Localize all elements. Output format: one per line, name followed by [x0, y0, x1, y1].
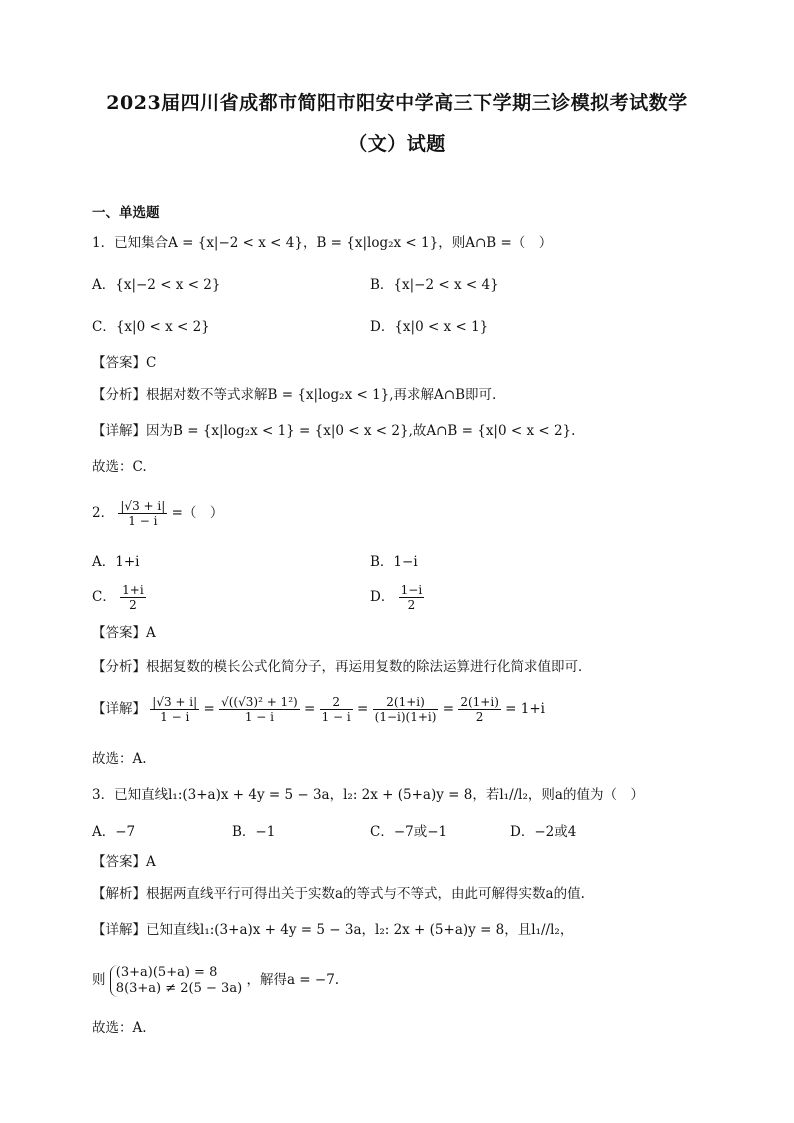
q2-answer: 【答案】A: [92, 625, 156, 641]
q2-option-d-numerator: 1−i: [400, 583, 423, 597]
q2-step-3-denominator: 1 − i: [321, 710, 351, 724]
q2-analysis: 【分析】根据复数的模长公式化简分子，再运用复数的除法运算进行化简求值即可．: [92, 659, 592, 675]
q3-equation-2: 8(3+a) ≠ 2(5 − 3a): [115, 980, 243, 996]
q2-option-b: B．1−i: [370, 554, 418, 570]
q2-step-1-numerator: |√3 + i|: [152, 695, 198, 709]
q3-equation-system: [110, 965, 242, 997]
q2-step-4: [373, 695, 439, 724]
section-heading: 一、单选题: [92, 205, 160, 221]
q2-stem-tail: =（ ）: [171, 505, 224, 521]
q2-option-d-label: D．: [370, 589, 395, 605]
q1-option-c: C．{x|0 < x < 2}: [92, 319, 210, 335]
q1-answer: 【答案】C: [92, 355, 157, 371]
q2-step-2: [219, 695, 300, 724]
q2-number: 2．: [92, 505, 115, 521]
q3-option-b: B．−1: [232, 824, 276, 840]
q2-choose: 故选：A.: [92, 751, 147, 767]
q2-stem: [92, 494, 223, 532]
q2-option-c-numerator: 1+i: [122, 583, 144, 597]
q2-option-a: A．1+i: [92, 554, 140, 570]
q2-detail-result: = 1+i: [505, 701, 545, 717]
q2-option-d-denominator: 2: [407, 598, 416, 612]
doc-title-line2: （文）试题: [348, 133, 446, 155]
q2-option-c: [92, 580, 146, 614]
equals-sign: =: [357, 701, 369, 717]
q3-answer: 【答案】A: [92, 854, 156, 870]
q1-choose: 故选：C.: [92, 459, 147, 475]
q2-option-d-fraction: [399, 583, 425, 612]
q1-detail: 【详解】因为B = {x|log₂x < 1} = {x|0 < x < 2},故A∩B = {x|0 < x < 2}.: [92, 423, 576, 439]
q3-option-d: D．−2或4: [510, 824, 577, 840]
q3-solution: ，解得a = −7.: [246, 972, 340, 988]
q3-detail: 【详解】已知直线l₁:(3+a)x + 4y = 5 − 3a，l₂: 2x + (5+a)y = 8，且l₁//l₂，: [92, 922, 574, 938]
q2-step-2-numerator: √((√3)² + 1²): [221, 695, 298, 709]
q2-step-2-denominator: 1 − i: [244, 710, 274, 724]
q2-step-1: [150, 695, 199, 724]
q2-step-4-denominator: (1−i)(1+i): [374, 710, 437, 724]
q2-step-5-numerator: 2(1+i): [460, 695, 499, 709]
q3-equation-1: (3+a)(5+a) = 8: [115, 964, 218, 980]
q3-system: [92, 958, 339, 1002]
doc-title-line1: 2023届四川省成都市简阳市阳安中学高三下学期三诊模拟考试数学: [106, 92, 688, 114]
q2-detail-label: 【详解】: [92, 701, 146, 717]
q2-option-d: [370, 580, 424, 614]
q1-option-b: B．{x|−2 < x < 4}: [370, 277, 499, 293]
q2-step-3-numerator: 2: [320, 695, 353, 710]
q2-option-c-fraction: [120, 583, 146, 612]
q2-fraction-numerator: |√3 + i|: [120, 499, 166, 513]
q2-option-c-denominator: 2: [129, 598, 137, 612]
q1-stem: 1．已知集合A = {x|−2 < x < 4}，B = {x|log₂x < 1}，则A∩B =（ ）: [92, 235, 553, 251]
q1-option-a: A．{x|−2 < x < 2}: [92, 277, 221, 293]
q2-step-5: [458, 695, 501, 724]
equals-sign: =: [442, 701, 455, 717]
q2-step-3: [320, 695, 353, 724]
q2-fraction: [118, 499, 167, 528]
q2-detail: [92, 688, 545, 730]
q1-analysis: 【分析】根据对数不等式求解B = {x|log₂x < 1},再求解A∩B即可.: [92, 387, 497, 403]
q3-option-a: A．−7: [92, 824, 136, 840]
q2-step-4-numerator: 2(1+i): [373, 695, 439, 710]
q3-analysis: 【解析】根据两直线平行可得出关于实数a的等式与不等式，由此可解得实数a的值.: [92, 886, 585, 902]
q3-stem: 3．已知直线l₁:(3+a)x + 4y = 5 − 3a，l₂: 2x + (5+a)y = 8，若l₁//l₂，则a的值为（ ）: [92, 787, 644, 803]
q2-fraction-denominator: 1 − i: [128, 514, 158, 528]
q2-step-5-denominator: 2: [475, 710, 484, 724]
q2-step-1-denominator: 1 − i: [160, 710, 190, 724]
q3-then: 则: [92, 972, 106, 988]
equals-sign: =: [203, 701, 215, 717]
q1-option-d: D．{x|0 < x < 1}: [370, 319, 489, 335]
q3-option-c: C．−7或−1: [370, 824, 448, 840]
equals-sign: =: [303, 701, 316, 717]
q2-option-c-label: C．: [92, 589, 116, 605]
q3-choose: 故选：A.: [92, 1020, 147, 1036]
